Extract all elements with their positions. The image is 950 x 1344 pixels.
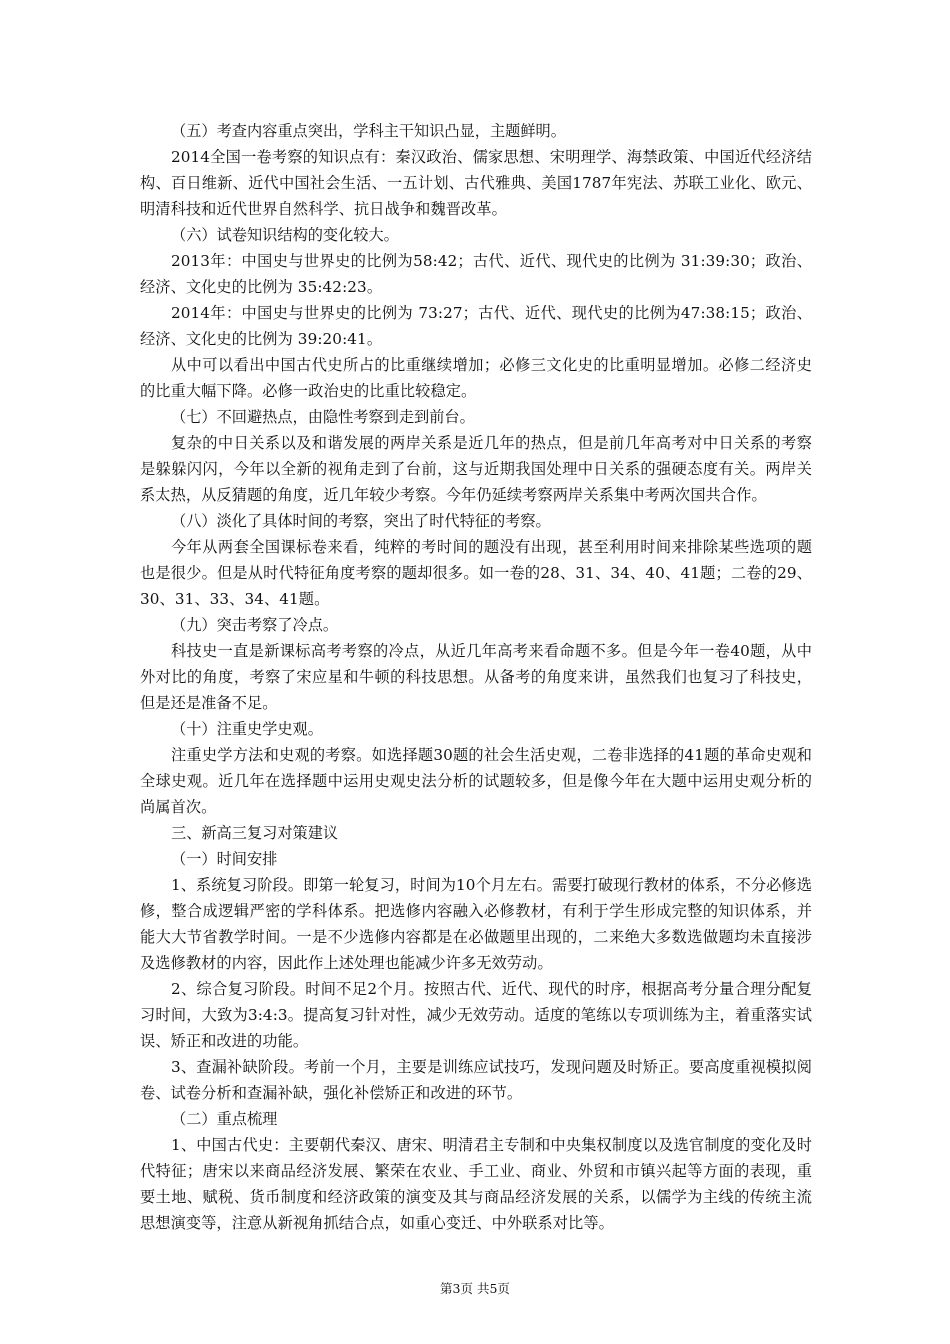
body-paragraph: 从中可以看出中国古代史所占的比重继续增加；必修三文化史的比重明显增加。必修二经济史的比重大幅下降。必修一政治史的比重比较稳定。 — [140, 356, 812, 400]
document-body — [140, 118, 812, 1236]
section-heading: （二）重点梳理 — [171, 1110, 278, 1128]
body-paragraph: 复杂的中日关系以及和谐发展的两岸关系是近几年的热点，但是前几年高考对中日关系的考察是躲躲闪闪，今年以全新的视角走到了台前，这与近期我国处理中日关系的强硬态度有关。两岸关系太热，从反猜题的角度，近几年较少考察。今年仍延续考察两岸关系集中考两次国共合作。 — [140, 434, 812, 504]
section-heading: （五）考查内容重点突出，学科主干知识凸显，主题鲜明。 — [171, 122, 566, 140]
section-heading: 三、新高三复习对策建议 — [171, 824, 339, 842]
section-heading: （六）试卷知识结构的变化较大。 — [171, 226, 399, 244]
section-heading: （一）时间安排 — [171, 850, 278, 868]
section-heading: （七）不回避热点，由隐性考察到走到前台。 — [171, 408, 475, 426]
body-paragraph: 注重史学方法和史观的考察。如选择题30题的社会生活史观，二卷非选择的41题的革命史观和全球史观。近几年在选择题中运用史观史法分析的试题较多，但是像今年在大题中运用史观分析的尚属首次。 — [140, 746, 812, 816]
body-paragraph: 2014全国一卷考察的知识点有：秦汉政治、儒家思想、宋明理学、海禁政策、中国近代经济结构、百日维新、近代中国社会生活、一五计划、古代雅典、美国1787年宪法、苏联工业化、欧元、明清科技和近代世界自然科学、抗日战争和魏晋改革。 — [140, 148, 812, 218]
section-heading: （十）注重史学史观。 — [171, 720, 323, 738]
body-paragraph: 1、系统复习阶段。即第一轮复习，时间为10个月左右。需要打破现行教材的体系，不分必修选修，整合成逻辑严密的学科体系。把选修内容融入必修教材，有利于学生形成完整的知识体系，并能大大节省教学时间。一是不少选修内容都是在必做题里出现的，二来绝大多数选做题均未直接涉及选修教材的内容，因此作上述处理也能减少许多无效劳动。 — [140, 876, 812, 972]
body-paragraph: 2014年：中国史与世界史的比例为 73:27；古代、近代、现代史的比例为47:38:15；政治、经济、文化史的比例为 39:20:41。 — [140, 304, 812, 348]
body-paragraph: 1、中国古代史：主要朝代秦汉、唐宋、明清君主专制和中央集权制度以及选官制度的变化及时代特征；唐宋以来商品经济发展、繁荣在农业、手工业、商业、外贸和市镇兴起等方面的表现，重要土地、赋税、货币制度和经济政策的演变及其与商品经济发展的关系，以儒学为主线的传统主流思想演变等，注意从新视角抓结合点，如重心变迁、中外联系对比等。 — [140, 1136, 812, 1232]
section-heading: （九）突击考察了冷点。 — [171, 616, 339, 634]
section-heading: （八）淡化了具体时间的考察，突出了时代特征的考察。 — [171, 512, 551, 530]
body-paragraph: 科技史一直是新课标高考考察的冷点，从近几年高考来看命题不多。但是今年一卷40题，从中外对比的角度，考察了宋应星和牛顿的科技思想。从备考的角度来讲，虽然我们也复习了科技史，但是还是准备不足。 — [140, 642, 812, 712]
page-number-footer: 第3页 共5页 — [440, 1281, 510, 1296]
body-paragraph: 2013年：中国史与世界史的比例为58:42；古代、近代、现代史的比例为 31:39:30；政治、经济、文化史的比例为 35:42:23。 — [140, 252, 812, 296]
body-paragraph: 今年从两套全国课标卷来看，纯粹的考时间的题没有出现，甚至利用时间来排除某些选项的题也是很少。但是从时代特征角度考察的题却很多。如一卷的28、31、34、40、41题；二卷的29、30、31、33、34、41题。 — [140, 538, 812, 608]
body-paragraph: 2、综合复习阶段。时间不足2个月。按照古代、近代、现代的时序，根据高考分量合理分配复习时间，大致为3:4:3。提高复习针对性，减少无效劳动。适度的笔练以专项训练为主，着重落实试误、矫正和改进的功能。 — [140, 980, 812, 1050]
body-paragraph: 3、查漏补缺阶段。考前一个月，主要是训练应试技巧，发现问题及时矫正。要高度重视模拟阅卷、试卷分析和查漏补缺，强化补偿矫正和改进的环节。 — [140, 1058, 812, 1102]
